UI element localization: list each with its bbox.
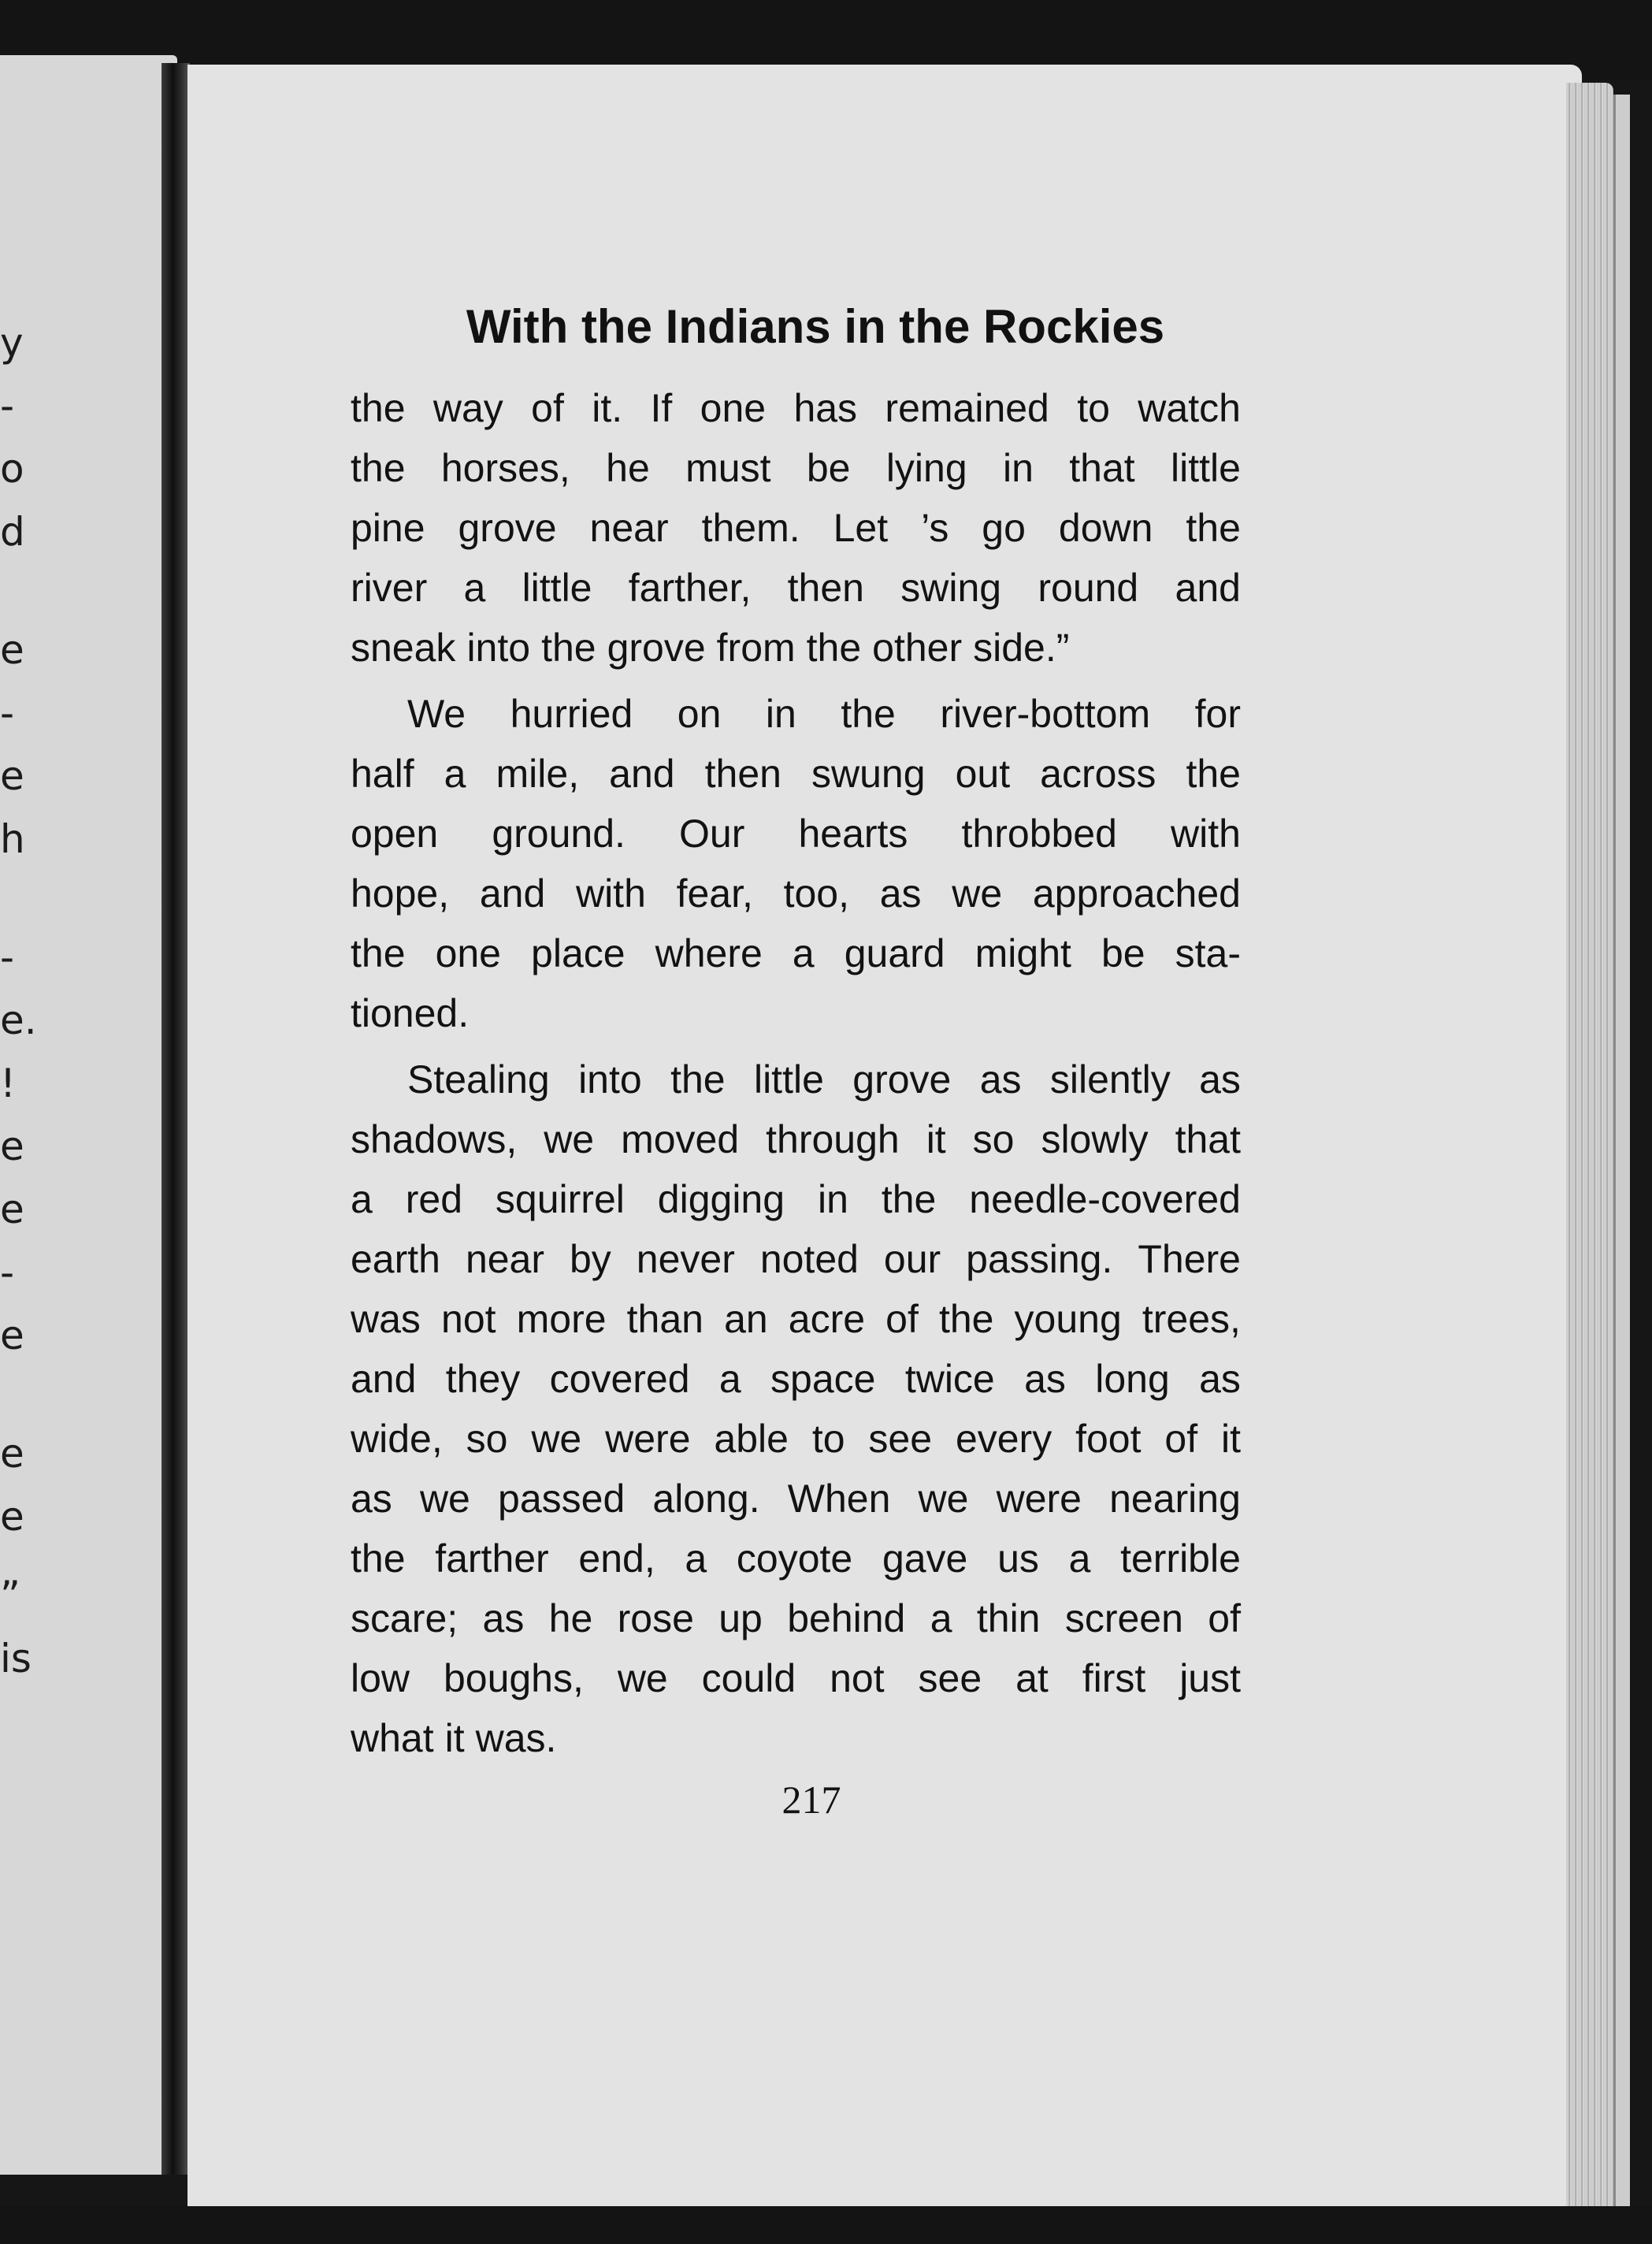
text-line [351,983,1241,1043]
text-line [351,1349,1241,1409]
word: we [531,1417,582,1461]
word: down [1058,506,1153,550]
text-line [351,618,1241,678]
word: foot [1075,1417,1142,1461]
facing-page-fragment: y [0,320,24,366]
word: river-bottom [940,692,1151,736]
word: shadows, [351,1117,518,1161]
word: low [351,1656,410,1700]
word: in [1003,446,1034,490]
word: slowly [1041,1117,1149,1161]
word: as [351,1477,392,1521]
word: he [606,446,650,490]
word: as [879,871,922,916]
word: grove [607,626,706,670]
word: hope, [351,871,450,916]
word: has [793,386,858,430]
text-line [351,1229,1241,1289]
word: the [841,692,896,736]
word: little [753,1057,824,1102]
word: farther, [628,566,752,610]
word: the [351,386,406,430]
word: as [482,1596,525,1640]
word: long [1095,1357,1170,1401]
word: near [465,1237,545,1281]
text-line [351,923,1241,983]
text-line [351,498,1241,558]
word: must [685,446,771,490]
word: us [997,1536,1039,1581]
text-line [351,558,1241,618]
word: earth [351,1237,440,1281]
word: through [766,1117,900,1161]
word: from [716,626,796,670]
word: approached [1032,871,1241,916]
word: along. [652,1477,760,1521]
word: the [541,626,596,670]
word: a [1068,1536,1091,1581]
word: more [516,1297,607,1341]
word: he [548,1596,593,1640]
word: grove [458,506,557,550]
word: be [806,446,851,490]
facing-page-fragment: e [0,1431,24,1477]
word: a [792,931,815,975]
word: of [1164,1417,1198,1461]
word: into [578,1057,642,1102]
text-line [351,804,1241,864]
word: horses, [440,446,570,490]
page-stack-edge [1566,83,1613,2210]
facing-page-fragment: e. [0,998,37,1043]
word: twice [904,1357,995,1401]
word: trees, [1142,1297,1241,1341]
word: a [930,1596,952,1640]
word: with [1171,812,1241,856]
word: lying [885,446,967,490]
word: be [1101,931,1145,975]
word: the [670,1057,726,1102]
word: by [569,1237,611,1281]
word: terrible [1120,1536,1241,1581]
facing-page-text-fragments [0,55,47,2175]
word: remained [885,386,1049,430]
word: the [351,931,406,975]
text-line [351,1409,1241,1469]
word: space [770,1357,876,1401]
word: not [830,1656,885,1700]
word: rose [617,1596,694,1640]
word: silently [1049,1057,1171,1102]
word: and [351,1357,417,1401]
word: hurried [510,692,633,736]
word: watch [1138,386,1241,430]
word: on [677,692,722,736]
word: it [926,1117,946,1161]
word: what [351,1716,434,1760]
word: thin [976,1596,1041,1640]
text-line [351,744,1241,804]
word: throbbed [961,812,1117,856]
word: with [575,871,646,916]
word: go [982,506,1026,550]
word: see [868,1417,933,1461]
facing-page-fragment: e [0,1313,24,1358]
word: as [979,1057,1022,1102]
word: at [1015,1656,1049,1700]
word: side.” [973,626,1070,670]
word: we [952,871,1003,916]
facing-page-fragment: is [0,1636,32,1681]
text-line [351,1169,1241,1229]
word: our [883,1237,941,1281]
word: then [787,566,864,610]
word: they [445,1357,521,1401]
word: noted [759,1237,859,1281]
word: that [1069,446,1135,490]
word: moved [621,1117,740,1161]
word: and [1175,566,1241,610]
word: squirrel [495,1177,625,1221]
word: every [955,1417,1052,1461]
word: Our [679,812,745,856]
text-line [351,1469,1241,1529]
word: grove [852,1057,952,1102]
word: the [938,1297,994,1341]
facing-page-fragment: e [0,1124,24,1169]
word: gave [882,1536,968,1581]
word: across [1040,752,1156,796]
text-line [351,864,1241,923]
word: out [955,752,1011,796]
word: ’s [921,506,949,550]
word: could [701,1656,796,1700]
word: passed [498,1477,626,1521]
facing-page-fragment: h [0,816,25,862]
word: to [811,1417,845,1461]
word: open [351,812,439,856]
text-line [351,1708,1241,1768]
word: fear, [676,871,753,916]
word: of [885,1297,919,1341]
text-line [351,378,1241,438]
word: we [617,1656,668,1700]
word: was [351,1297,421,1341]
text-line [351,1109,1241,1169]
word: behind [787,1596,906,1640]
word: There [1138,1237,1241,1281]
word: we [419,1477,470,1521]
text-line [351,1289,1241,1349]
facing-page-fragment: d [0,509,25,555]
word: little [1171,446,1241,490]
word: to [1077,386,1110,430]
word: see [918,1656,982,1700]
word: where [655,931,763,975]
word: that [1175,1117,1241,1161]
page-body-text [351,378,1241,1768]
word: covered [549,1357,690,1401]
word: half [351,752,414,796]
facing-page-fragment: o [0,446,24,492]
word: it [1220,1417,1241,1461]
word: scare; [351,1596,458,1640]
word: an [724,1297,768,1341]
text-line [351,1529,1241,1588]
word: in [817,1177,848,1221]
word: nearing [1109,1477,1241,1521]
word: round [1038,566,1139,610]
word: as [1199,1357,1241,1401]
word: the [1186,752,1241,796]
word: ground. [492,812,626,856]
word: the [351,446,406,490]
word: tioned. [351,991,470,1035]
word: other [872,626,963,670]
facing-page-fragment: - [0,690,15,736]
word: first [1082,1656,1146,1700]
word: it [444,1716,465,1760]
word: it. [592,386,623,430]
word: so [466,1417,508,1461]
word: red [405,1177,462,1221]
facing-page-fragment: ” [0,1573,20,1618]
paragraph-gap [351,678,1241,684]
word: Stealing [407,1057,550,1102]
paragraph-gap [351,1043,1241,1050]
word: one [700,386,767,430]
word: a [685,1536,707,1581]
word: we [544,1117,595,1161]
word: then [704,752,781,796]
word: of [1208,1596,1241,1640]
word: hearts [798,812,908,856]
word: the [1186,506,1241,550]
word: and [479,871,546,916]
facing-page-fragment: - [0,383,15,429]
word: young [1014,1297,1122,1341]
word: never [636,1237,735,1281]
text-line [351,684,1241,744]
word: farther [435,1536,549,1581]
word: too, [783,871,849,916]
word: coyote [736,1536,853,1581]
word: a [351,1177,373,1221]
word: a [444,752,466,796]
word: as [1024,1357,1066,1401]
word: a [463,566,486,610]
facing-page-left [0,55,177,2175]
word: sta- [1175,931,1241,975]
word: wide, [351,1417,443,1461]
word: needle-covered [969,1177,1241,1221]
word: When [787,1477,891,1521]
page-number: 217 [781,1778,841,1822]
word: them. [701,506,800,550]
word: was. [475,1716,557,1760]
word: the [881,1177,937,1221]
facing-page-fragment: - [0,934,15,980]
word: might [974,931,1071,975]
word: screen [1064,1596,1183,1640]
word: near [589,506,669,550]
word: just [1179,1656,1241,1700]
word: We [407,692,466,736]
word: than [626,1297,703,1341]
text-line [351,1648,1241,1708]
scan-bottom-border [0,2206,1652,2244]
word: mile, [496,752,580,796]
word: end, [578,1536,655,1581]
facing-page-fragment: e [0,1187,24,1232]
text-line [351,438,1241,498]
word: If [650,386,673,430]
word: guard [844,931,945,975]
word: the [351,1536,406,1581]
book-cover-edge [1613,95,1630,2206]
facing-page-fragment: e [0,1494,24,1540]
word: river [351,566,428,610]
word: pine [351,506,425,550]
running-head: With the Indians in the Rockies [466,300,1165,353]
facing-page-fragment: ! [0,1061,17,1106]
facing-page-fragment: - [0,1250,15,1295]
word: we [918,1477,969,1521]
word: into [466,626,531,670]
word: little [522,566,592,610]
word: sneak [351,626,456,670]
word: swung [811,752,926,796]
word: place [531,931,626,975]
word: swing [900,566,1002,610]
word: for [1194,692,1241,736]
word: Let [833,506,889,550]
word: so [972,1117,1015,1161]
word: able [714,1417,789,1461]
word: were [605,1417,691,1461]
facing-page-fragment: e [0,753,24,799]
word: a [718,1357,741,1401]
word: up [718,1596,763,1640]
text-line [351,1050,1241,1109]
word: one [435,931,501,975]
word: and [609,752,675,796]
word: digging [657,1177,785,1221]
word: boughs, [443,1656,584,1700]
word: acre [788,1297,866,1341]
word: not [441,1297,496,1341]
facing-page-fragment: e [0,627,24,673]
word: were [996,1477,1082,1521]
word: as [1199,1057,1241,1102]
word: the [806,626,862,670]
text-line [351,1588,1241,1648]
word: way [432,386,503,430]
word: of [531,386,564,430]
book-gutter [161,63,190,2175]
word: in [765,692,796,736]
word: passing. [966,1237,1113,1281]
